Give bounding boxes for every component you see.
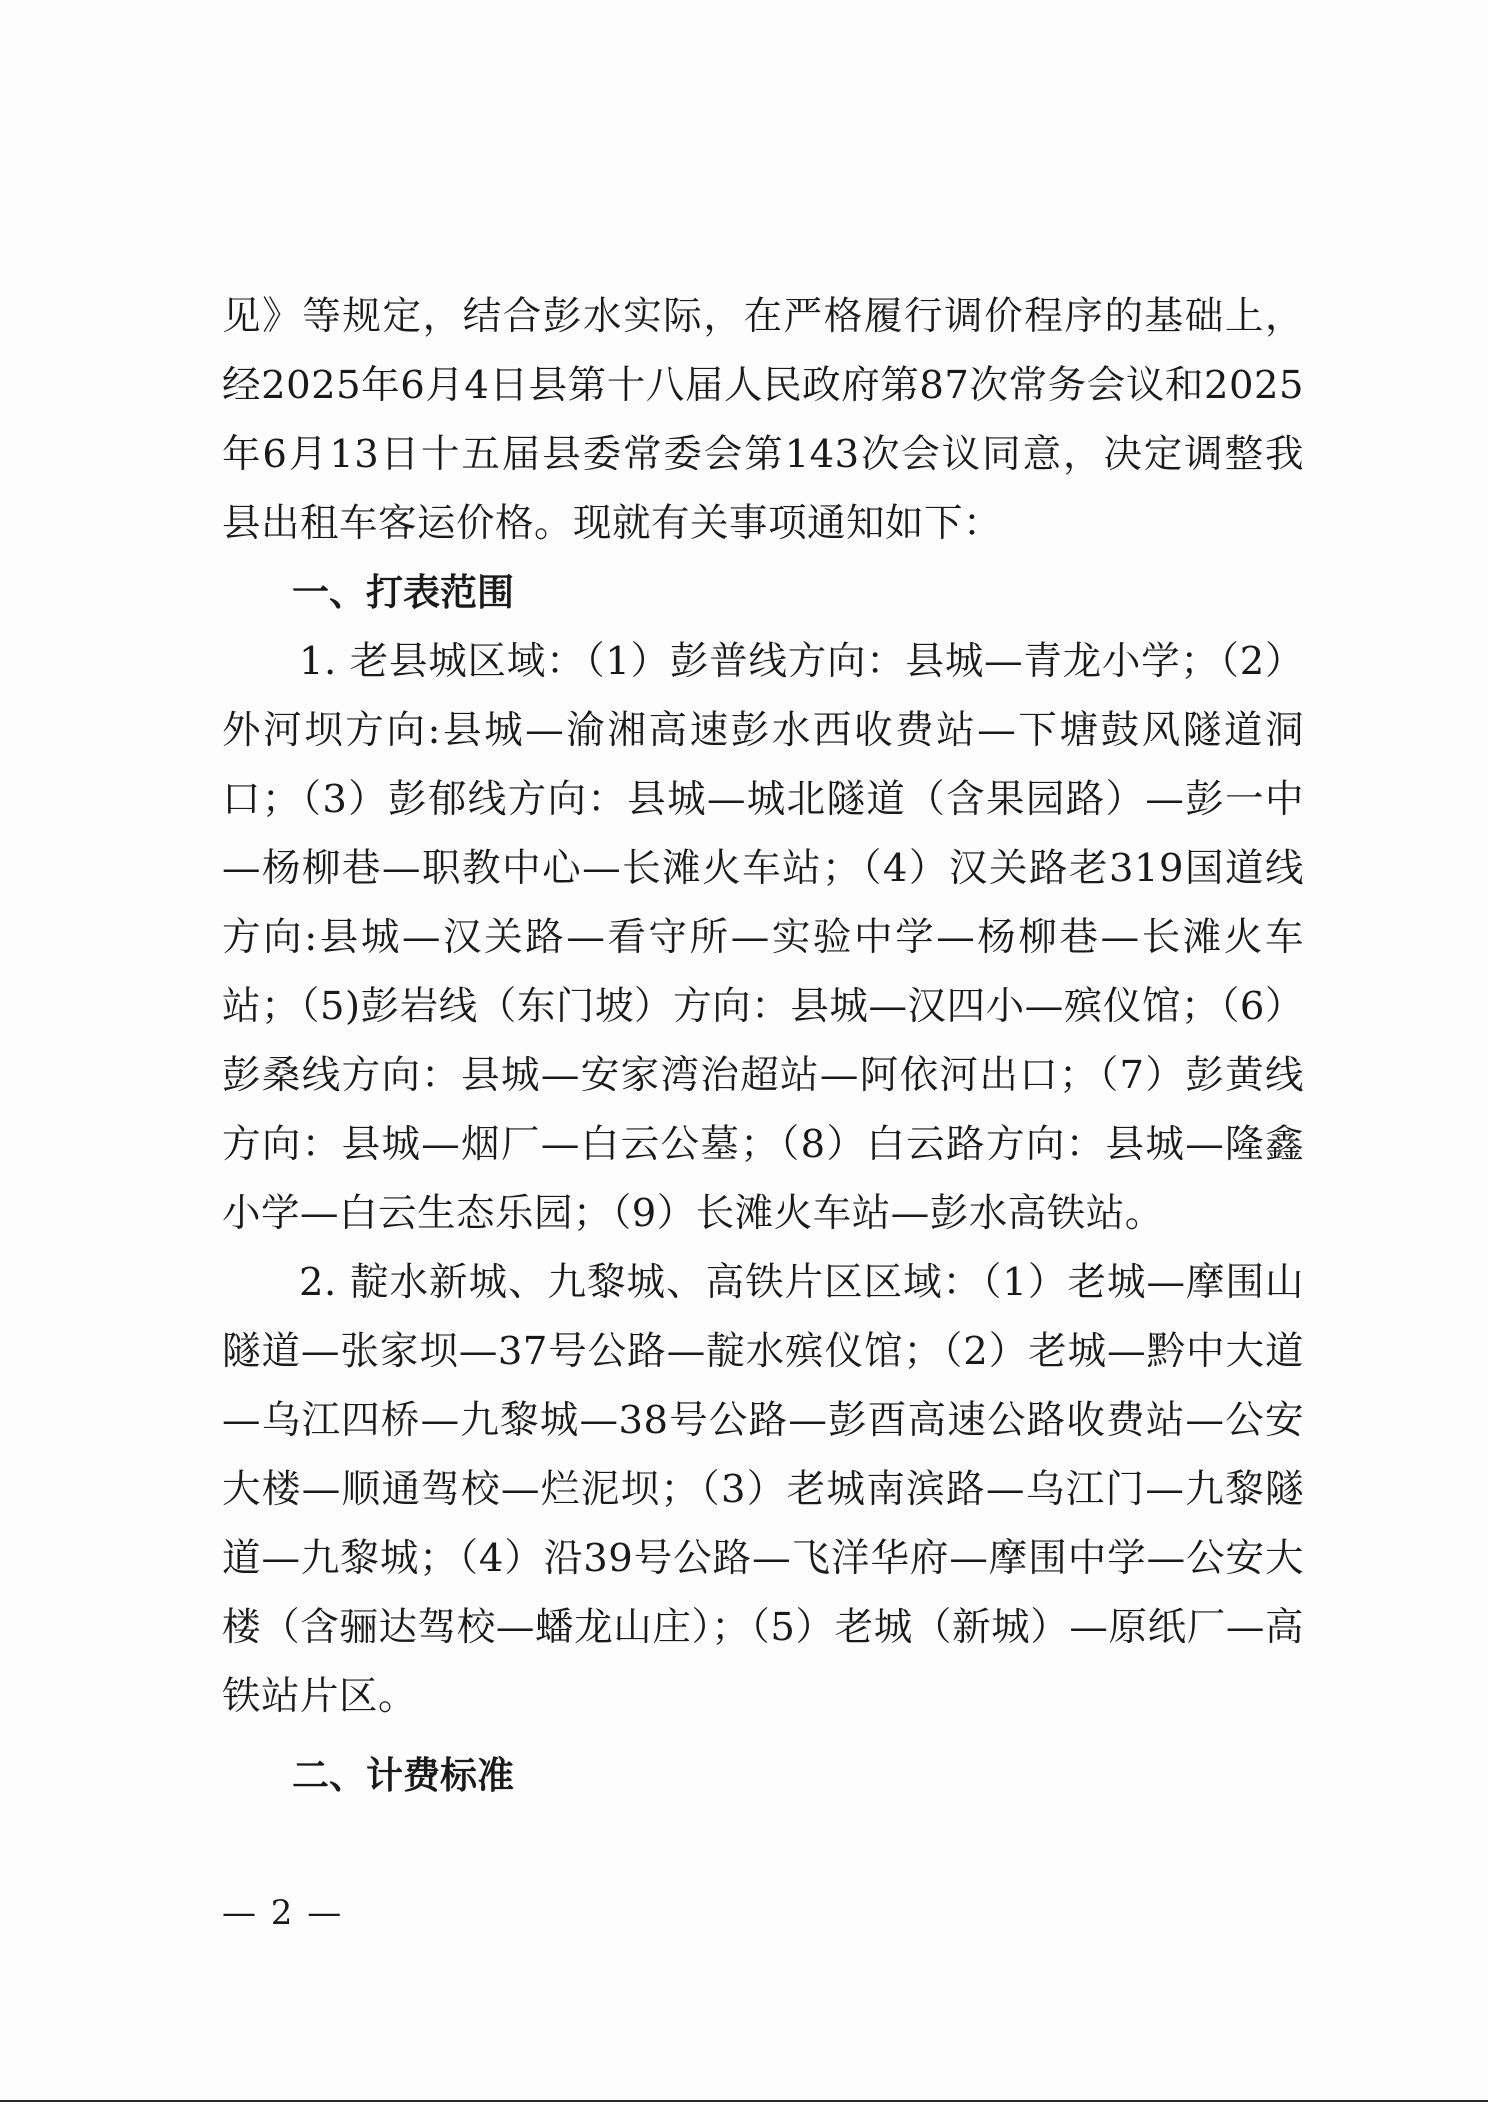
section-heading-scope: 一、打表范围 bbox=[292, 571, 514, 614]
scan-edge-line bbox=[0, 2100, 1488, 2102]
scope-item-old-county: 1. 老县城区域：（1）彭普线方向：县城—青龙小学；（2）外河坝方向:县城—渝湘高速彭水西收费站—下塘鼓风隧道洞口；（3）彭郁线方向：县城—城北隧道（含果园路）—彭一中—杨柳巷—职教中心—长滩火车站；（4）汉关路老319国道线方向:县城—汉关路—看守所—实验中学—杨柳巷—长滩火车站；（5)彭岩线（东门坡）方向：县城—汉四小—殡仪馆；（6）彭桑线方向：县城—安家湾治超站—阿依河出口；（7）彭黄线方向：县城—烟厂—白云公墓；（8）白云路方向：县城—隆鑫小学—白云生态乐园；（9）长滩火车站—彭水高铁站。 bbox=[222, 639, 1304, 1236]
scope-item-new-areas: 2. 靛水新城、九黎城、高铁片区区域：（1）老城—摩围山隧道—张家坝—37号公路—靛水殡仪馆；（2）老城—黔中大道—乌江四桥—九黎城—38号公路—彭酉高速公路收费站—公安大楼—顺通驾校—烂泥坝；（3）老城南滨路—乌江门—九黎隧道—九黎城；（4）沿39号公路—飞洋华府—摩围中学—公安大楼（含骊达驾校—蟠龙山庄）；（5）老城（新城）—原纸厂—高铁站片区。 bbox=[222, 1260, 1304, 1719]
intro-paragraph: 见》等规定，结合彭水实际，在严格履行调价程序的基础上，经2025年6月4日县第十八届人民政府第87次常务会议和2025年6月13日十五届县委常委会第143次会议同意，决定调整我县出租车客运价格。现就有关事项通知如下： bbox=[222, 294, 1304, 546]
page-number: — 2 — bbox=[222, 1893, 344, 1933]
document-body bbox=[222, 282, 1304, 1810]
section-heading-fees: 二、计费标准 bbox=[292, 1754, 514, 1797]
